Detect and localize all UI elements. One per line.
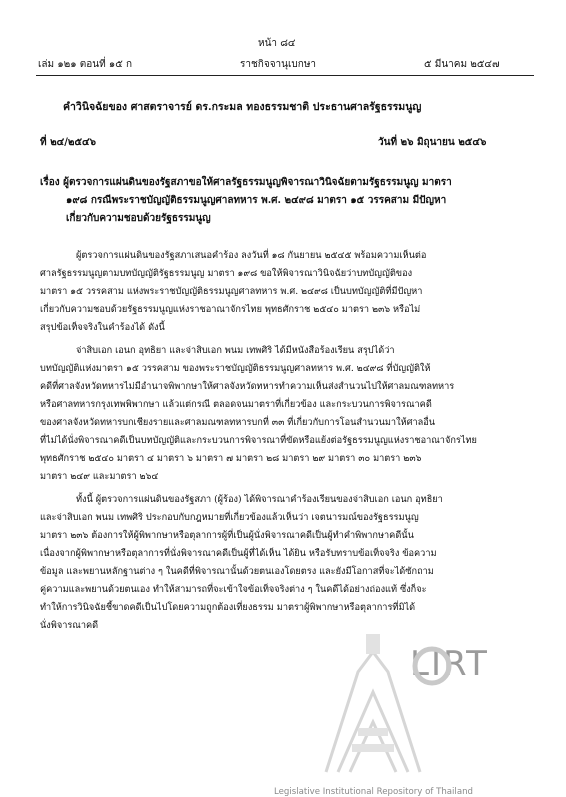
paragraph-line: มาตรา ๑๕ วรรคสาม แห่งพระราชบัญญัติธรรมนูญศาลทหาร พ.ศ. ๒๔๙๘ เป็นบทบัญญัติที่มีปัญหา [40,286,423,297]
paragraph-line: ผู้ตรวจการแผ่นดินของรัฐสภาเสนอคำร้อง ลงวันที่ ๑๘ กันยายน ๒๕๔๕ พร้อมความเห็นต่อ [76,250,427,261]
subject-line-1: เรื่อง ผู้ตรวจการแผ่นดินของรัฐสภาขอให้ศาลรัฐธรรมนูญพิจารณาวินิจฉัยตามรัฐธรรมนูญ มาตรา [40,177,452,188]
paragraph-line: คู่ความและพยานด้วยตนเอง ทำให้สามารถที่จะเข้าใจข้อเท็จจริงต่าง ๆ ในคดีได้อย่างถ่องแท้ ซึ่งก็จะ [40,584,427,595]
page-number: หน้า ๘๔ [258,38,296,49]
paragraph-line: ศาลรัฐธรรมนูญตามบทบัญญัติรัฐธรรมนูญ มาตรา ๑๙๘ ขอให้พิจารณาวินิจฉัยว่าบทบัญญัติของ [40,268,413,279]
volume-issue: เล่ม ๑๒๑ ตอนที่ ๑๕ ก [38,59,133,70]
paragraph-line: ข้อมูล และพยานหลักฐานต่าง ๆ ในคดีที่พิจารณานั้นด้วยตนเองโดยตรง และยังมีโอกาสที่จะได้ซักถาม [40,566,434,577]
ruling-date: วันที่ ๒๖ มิถุนายน ๒๕๔๖ [378,137,487,148]
lirt-caption: Legislative Institutional Repository of Thailand [274,787,473,797]
paragraph-line: และจ่าสิบเอก พนม เทพศิริ ประกอบกับกฎหมายที่เกี่ยวข้องแล้วเห็นว่า เจตนารมณ์ของรัฐธรรมนูญ [40,512,419,523]
paragraph-line: ของศาลจังหวัดทหารบกเชียงรายและศาลมณฑลทหารบกที่ ๓๓ ที่เกี่ยวกับการโอนสำนวนมาให้ศาลอื่น [40,417,436,428]
paragraph-line: จ่าสิบเอก เอนก อุทธิยา และจ่าสิบเอก พนม เทพศิริ ได้มีหนังสือร้องเรียน สรุปได้ว่า [76,345,395,356]
subject-line-2: ๑๙๘ กรณีพระราชบัญญัติธรรมนูญศาลทหาร พ.ศ. ๒๔๙๘ มาตรา ๑๕ วรรคสาม มีปัญหา [66,195,447,206]
lirt-watermark [274,632,558,797]
paragraph-line: สรุปข้อเท็จจริงในคำร้องได้ ดังนี้ [40,322,165,333]
paragraph-line: นั่งพิจารณาคดี [40,620,99,631]
document-title: คำวินิจฉัยของ ศาสตราจารย์ ดร.กระมล ทองธรรมชาติ ประธานศาลรัฐธรรมนูญ [63,101,422,113]
paragraph-line: เนื่องจากผู้พิพากษาหรือตุลาการที่นั่งพิจารณาคดีเป็นผู้ที่ได้เห็น ได้ยิน หรือรับทราบข้อเท็จจริง ข้อความ [40,548,437,559]
logo-ring-icon [410,644,454,688]
paragraph-line: พุทธศักราช ๒๕๔๐ มาตรา ๔ มาตรา ๖ มาตรา ๗ มาตรา ๒๘ มาตรา ๒๙ มาตรา ๓๐ มาตรา ๒๓๖ [40,453,422,464]
paragraph-line: ทำให้การวินิจฉัยชี้ขาดคดีเป็นไปโดยความถูกต้องเที่ยงธรรม มาตราผู้พิพากษาหรือตุลาการที่มิได้ [40,602,416,613]
gazette-name: ราชกิจจานุเบกษา [240,59,317,70]
paragraph-line: ทั้งนี้ ผู้ตรวจการแผ่นดินของรัฐสภา (ผู้ร้อง) ได้พิจารณาคำร้องเรียนของจ่าสิบเอก เอนก อุทธิยา [76,494,443,505]
gazette-date: ๕ มีนาคม ๒๕๔๗ [424,59,500,70]
lirt-logo-text: LIRT [410,644,489,684]
paragraph-line: คดีที่ศาลจังหวัดทหารไม่มีอำนาจพิพากษาให้ศาลจังหวัดทหารทำความเห็นส่งสำนวนไปให้ศาลมณฑลทหาร [40,381,455,392]
paragraph-line: มาตรา ๒๔๙ และมาตรา ๒๖๔ [40,471,159,482]
paragraph-line: ที่ไม่ได้นั่งพิจารณาคดีเป็นบทบัญญัติและกระบวนการพิจารณาที่ขัดหรือแย้งต่อรัฐธรรมนูญแห่งราชอาณาจักรไทย [40,435,477,446]
header-divider [36,75,534,76]
paragraph-line: มาตรา ๒๓๖ ต้องการให้ผู้พิพากษาหรือตุลาการผู้ที่เป็นผู้นั่งพิจารณาคดีเป็นผู้ทำคำพิพากษาคดีนั้น [40,530,414,541]
paragraph-line: เกี่ยวกับความชอบด้วยรัฐธรรมนูญแห่งราชอาณาจักรไทย พุทธศักราช ๒๕๔๐ มาตรา ๒๓๖ หรือไม่ [40,304,421,315]
subject-line-3: เกี่ยวกับความชอบด้วยรัฐธรรมนูญ [66,213,211,224]
paragraph-line: บทบัญญัติแห่งมาตรา ๑๕ วรรคสาม ของพระราชบัญญัติธรรมนูญศาลทหาร พ.ศ. ๒๔๙๘ ที่บัญญัติให้ [40,363,431,374]
paragraph-line: หรือศาลทหารกรุงเทพพิพากษา แล้วแต่กรณี ตลอดจนมาตราที่เกี่ยวข้อง และกระบวนการพิจารณาคดี [40,399,432,410]
ruling-number: ที่ ๒๔/๒๕๔๖ [40,137,96,148]
